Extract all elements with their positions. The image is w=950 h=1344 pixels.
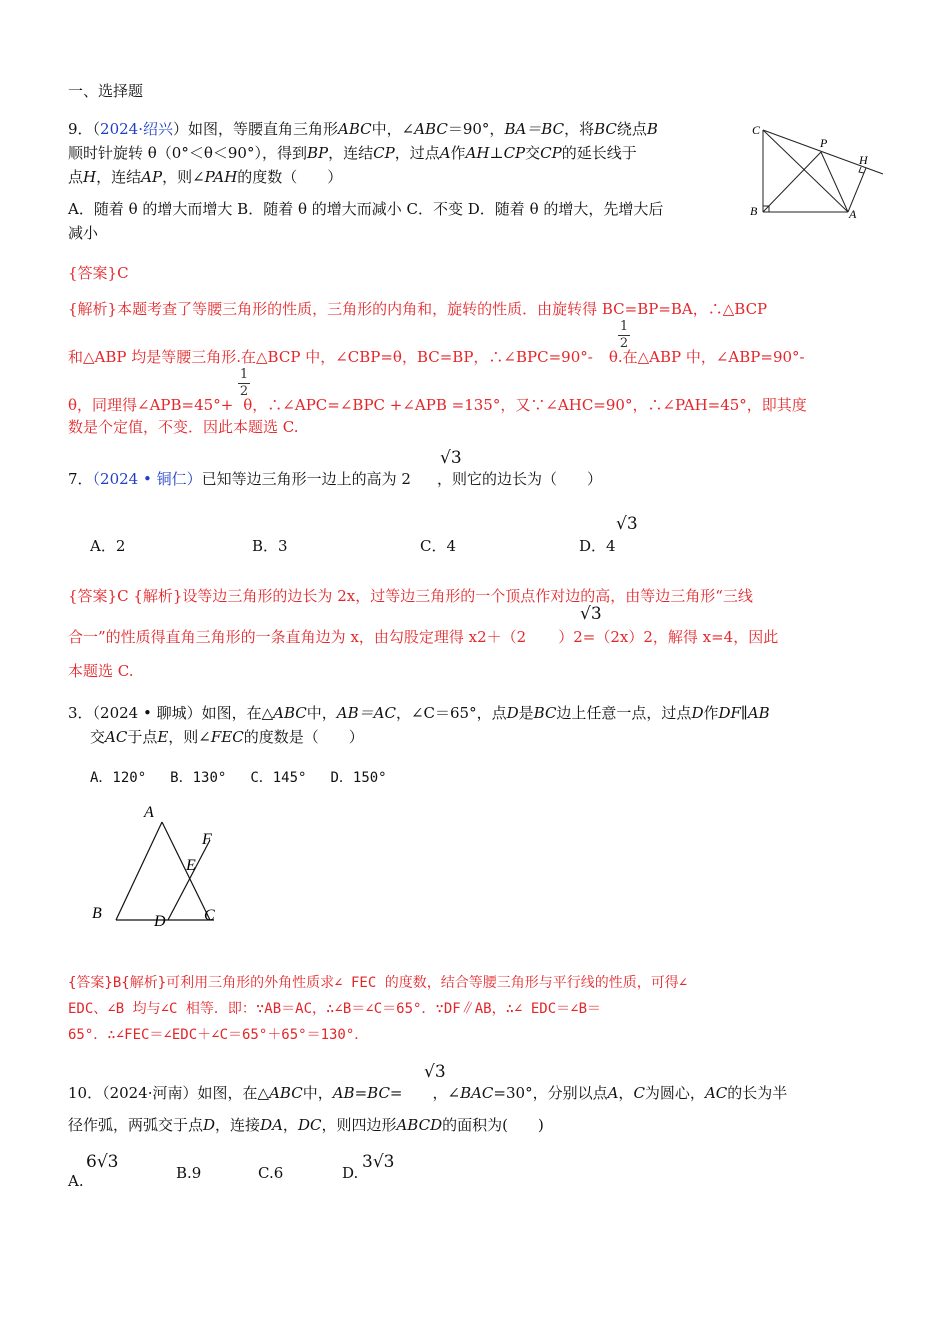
q9-seg-bp <box>763 152 821 212</box>
q9-figure <box>748 122 888 222</box>
q7-explanation-line1: {答案}C {解析}设等边三角形的边长为 2x，过等边三角形的一个顶点作对边的高，由等边三角形“三线 <box>68 587 753 605</box>
q3-option-c: C．145° <box>250 770 307 786</box>
q7-explanation-line2: 合一”的性质得直角三角形的一条直角边为 x，由勾股定理得 x2＋（2 ）2=（2x）2，解得 x=4，因此 <box>68 628 779 646</box>
q10-option-d-value: 3√3 <box>362 1152 395 1172</box>
q9-line2: 顺时针旋转 θ（0°＜θ＜90°），得到BP，连结CP，过点A作AH⊥CP交CP的延长线于 <box>68 144 637 162</box>
q9-label-c: C <box>752 123 761 137</box>
q3-explanation-line3: 65°．∴∠FEC＝∠EDC＋∠C＝65°＋65°＝130°． <box>68 1027 369 1043</box>
q9-explanation-line3: θ，同理得∠APB=45°+ θ，∴∠APC=∠BPC +∠APB =135°，又∵∠AHC=90°，∴∠PAH=45°，即其度 <box>68 396 807 414</box>
q3-option-d: D．150° <box>330 770 387 786</box>
q9-explanation-line2: 和△ABP 均是等腰三角形.在△BCP 中，∠CBP=θ，BC=BP，∴∠BPC=90°- θ.在△ABP 中，∠ABP=90°- <box>68 348 805 366</box>
q3-label-e: E <box>186 857 196 874</box>
q3-explanation-line2: EDC、∠B 均与∠C 相等．即：∵AB＝AC，∴∠B＝∠C＝65°．∵DF∥AB，∴∠ EDC＝∠B＝ <box>68 1001 602 1017</box>
q3-explanation-line1: {答案}B{解析}可利用三角形的外角性质求∠ FEC 的度数，结合等腰三角形与平行线的性质，可得∠ <box>68 975 688 991</box>
q3-seg-ab <box>116 822 162 920</box>
q10-option-a-value: 6√3 <box>86 1152 119 1172</box>
q9-label-h: H <box>859 153 868 167</box>
q9-options: A．随着 θ 的增大而增大 B．随着 θ 的增大而减小 C．不变 D．随着 θ 的增大，先增大后 <box>68 200 664 218</box>
q9-answer: {答案}C <box>68 264 129 282</box>
q3-label-a: A <box>144 804 154 821</box>
q9-right-angle-h <box>859 167 864 173</box>
q10-option-d: D. <box>342 1164 359 1182</box>
q10-option-b: B.9 <box>176 1164 202 1182</box>
q3-stem-line2: 交AC于点E，则∠FEC的度数是（ ） <box>90 728 364 746</box>
q9-fraction-half-1: 1 2 <box>619 319 629 351</box>
q9-fraction-half-2: 1 2 <box>239 367 249 399</box>
q10-option-c: C.6 <box>258 1164 284 1182</box>
q10-option-a: A. <box>68 1172 84 1190</box>
q10-sqrt3-stem: √3 <box>424 1062 446 1082</box>
q7-sqrt3-stem: √3 <box>440 448 462 468</box>
q9-number: 9．（ <box>68 120 101 138</box>
q3-label-d: D <box>154 913 166 930</box>
q9-label-b: B <box>750 204 758 218</box>
q7-source: （2024 • 铜仁） <box>92 470 202 488</box>
q7-number: 7． <box>68 470 93 488</box>
q9-label-a: A <box>849 207 857 221</box>
q9-line3: 点H，连结AP，则∠PAH的度数（ ） <box>68 168 343 186</box>
q7-option-d: D．4 <box>579 537 616 555</box>
q9-options-cont: 减小 <box>68 224 99 242</box>
q3-label-b: B <box>92 905 102 922</box>
q7-option-b: B．3 <box>252 537 288 555</box>
q3-label-c: C <box>204 907 215 924</box>
q3-option-b: B．130° <box>170 770 227 786</box>
q9-explanation-line4: 数是个定值，不变．因此本题选 C. <box>68 418 299 436</box>
q3-option-a: A．120° <box>90 770 147 786</box>
q3-options <box>90 767 387 787</box>
q9-seg-pa <box>821 152 848 212</box>
q9-explanation-line1: {解析}本题考查了等腰三角形的性质，三角形的内角和，旋转的性质．由旋转得 BC=BP=BA，∴△BCP <box>68 300 768 318</box>
q3-stem-line1: 3．（2024 • 聊城）如图，在△ABC中，AB＝AC，∠C＝65°，点D是BC边上任意一点，过点D作DF∥AB <box>68 704 770 722</box>
q7-option-a: A．2 <box>90 537 126 555</box>
q7-option-c: C．4 <box>420 537 457 555</box>
q7-sqrt3-option-d: √3 <box>616 514 638 534</box>
q10-stem-line1: 10．（2024·河南）如图，在△ABC中，AB=BC= ，∠BAC=30°，分别以点A，C为圆心，AC的长为半 <box>68 1084 788 1102</box>
q9-seg-ca <box>763 130 848 212</box>
q7-explanation-line3: 本题选 C. <box>68 662 134 680</box>
q7-sqrt3-explanation: √3 <box>580 604 602 624</box>
q9-seg-ah <box>848 168 866 212</box>
q3-label-f: F <box>202 831 212 848</box>
q7-stem: 7．（2024 • 铜仁）已知等边三角形一边上的高为 2 ，则它的边长为（ ） <box>68 470 602 488</box>
section-title: 一、选择题 <box>68 82 144 100</box>
q9-source: 2024·绍兴 <box>100 120 173 138</box>
q10-stem-line2: 径作弧，两弧交于点D，连接DA，DC，则四边形ABCD的面积为( ) <box>68 1116 544 1134</box>
q9-label-p: P <box>820 136 828 150</box>
q9-line1: 9．（2024·绍兴）如图，等腰直角三角形ABC中，∠ABC＝90°，BA＝BC，将BC绕点B <box>68 120 658 138</box>
q3-figure <box>86 800 236 932</box>
